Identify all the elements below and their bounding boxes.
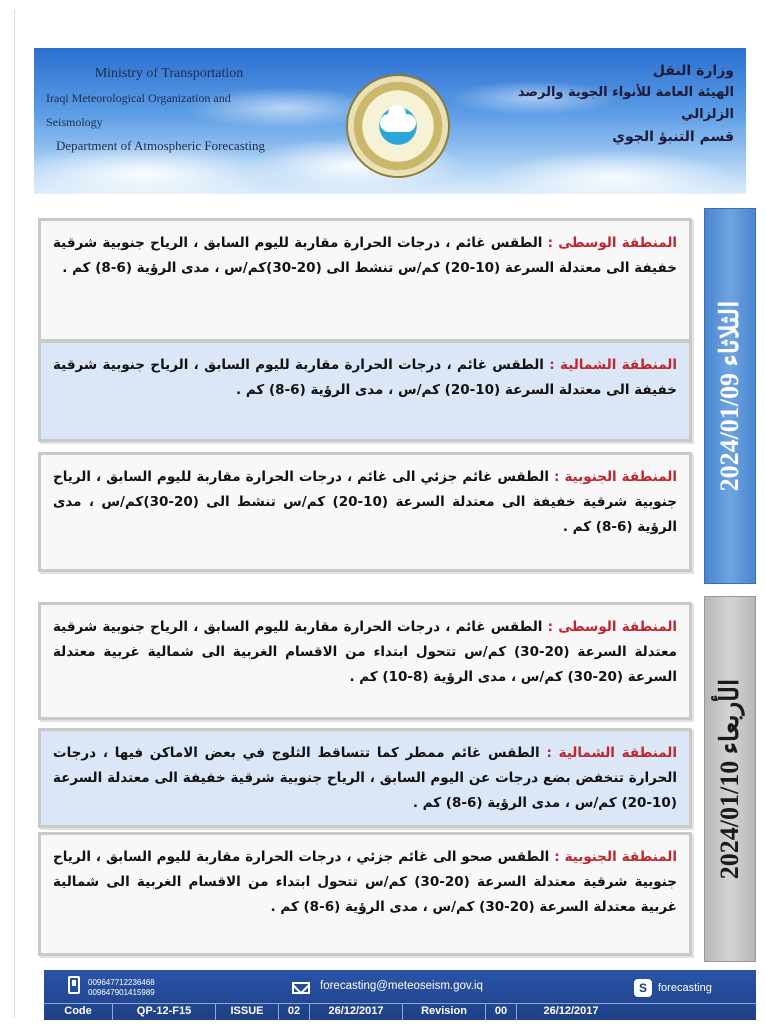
phone-number: 009647901415989 [88,988,155,997]
region-central-day2 [38,602,692,720]
document-code-row [44,1003,756,1020]
region-forecast-text: الطقس صحو الى غائم جزئي ، درجات الحرارة مقاربة لليوم السابق ، الرياح جنوبية شرقية معتدلة السرعة (20-30) كم/س تتحول ابتداء من الاقسام الغربية الى شمالية غربية معتدلة السرعة (20-30) كم/س ، مدى الرؤية (6-8) كم . [53,849,678,915]
region-name: المنطقة الجنوبية : [554,849,677,865]
region-forecast-text: الطقس غائم ، درجات الحرارة مقاربة لليوم السابق ، الرياح جنوبية شرقية خفيفة الى معتدلة السرعة (10-20) كم/س تنشط الى (20-30)كم/س ، مدى الرؤية (6-8) كم . [53,235,677,276]
forecast-date: الثلاثاء 2024/01/09 [715,300,744,492]
header-arabic [504,60,734,148]
region-north-day1 [38,340,692,442]
region-south-day1 [38,452,692,572]
forecast-date: الأربعاء 2024/01/10 [715,678,744,880]
header-banner [34,48,746,194]
forecast-day-1 [38,208,756,584]
ministry-name-en: Ministry of Transportation [94,66,244,81]
region-forecast-text: الطقس غائم ، درجات الحرارة مقاربة لليوم السابق ، الرياح جنوبية شرقية معتدلة السرعة (20-30) كم/س تتحول ابتداء من الاقسام الغربية الى شمالية غربية معتدلة السرعة (20-30) كم/س ، مدى الرؤية (8-10) كم . [53,619,677,685]
issue-date: 26/12/2017 [310,1004,403,1020]
region-name: المنطقة الوسطى : [547,619,678,635]
footer-bar [44,970,756,1020]
region-name: المنطقة الجنوبية : [554,469,677,485]
phone-number: 009647712236468 [88,978,155,987]
mail-icon [292,982,310,994]
region-name: المنطقة الشمالية : [549,357,678,373]
department-name-ar: قسم التنبؤ الجوي [612,129,734,145]
department-name-en: Department of Atmospheric Forecasting [56,138,266,153]
revision-value: 00 [486,1004,517,1020]
skype-icon: S [634,979,652,997]
organization-logo [348,76,448,176]
region-central-day1 [38,218,692,342]
region-north-day2 [38,728,692,828]
organization-name-en: Iraqi Meteorological Organization and Seismology [46,91,231,129]
region-name: المنطقة الوسطى : [547,235,678,251]
ministry-name-ar: وزارة النقل [652,63,734,79]
issue-label: ISSUE [216,1004,279,1020]
region-forecast-text: الطقس غائم ممطر كما تتساقط الثلوج في بعض الاماكن فيها ، درجات الحرارة تنخفض بضع درجات عن اليوم السابق ، الرياح جنوبية شرقية خفيفة الى معتدلة السرعة (10-20) كم/س ، مدى الرؤية (6-8) كم . [53,745,677,811]
code-label: Code [44,1004,113,1020]
region-forecast-text: الطقس غائم ، درجات الحرارة مقاربة لليوم السابق ، الرياح جنوبية شرقية خفيفة الى معتدلة السرعة (10-20) كم/س ، مدى الرؤية (6-8) كم . [53,357,677,398]
header-english [34,62,274,158]
region-south-day2 [38,832,692,956]
cloud-icon [380,114,416,132]
issue-value: 02 [279,1004,310,1020]
phone-numbers [88,978,155,998]
region-forecast-text: الطقس غائم جزئي الى غائم ، درجات الحرارة مقاربة لليوم السابق ، الرياح جنوبية شرقية خفيفة الى معتدلة السرعة (10-20) كم/س تنشط الى (20-30)كم/س ، مدى الرؤية (6-8) كم . [53,469,677,535]
phone-icon [68,976,80,994]
revision-date: 26/12/2017 [543,1005,599,1017]
organization-name-ar: الهيئة العامة للأنواء الجوية والرصد الزلزالي [517,85,734,122]
code-value: QP-12-F15 [113,1004,216,1020]
region-name: المنطقة الشمالية : [546,745,677,761]
date-bar-day1 [704,208,756,584]
revision-label: Revision [403,1004,486,1020]
skype-handle: forecasting [658,982,712,994]
forecast-day-2 [38,596,756,962]
date-bar-day2 [704,596,756,962]
email-link[interactable]: forecasting@meteoseism.gov.iq [320,980,483,992]
